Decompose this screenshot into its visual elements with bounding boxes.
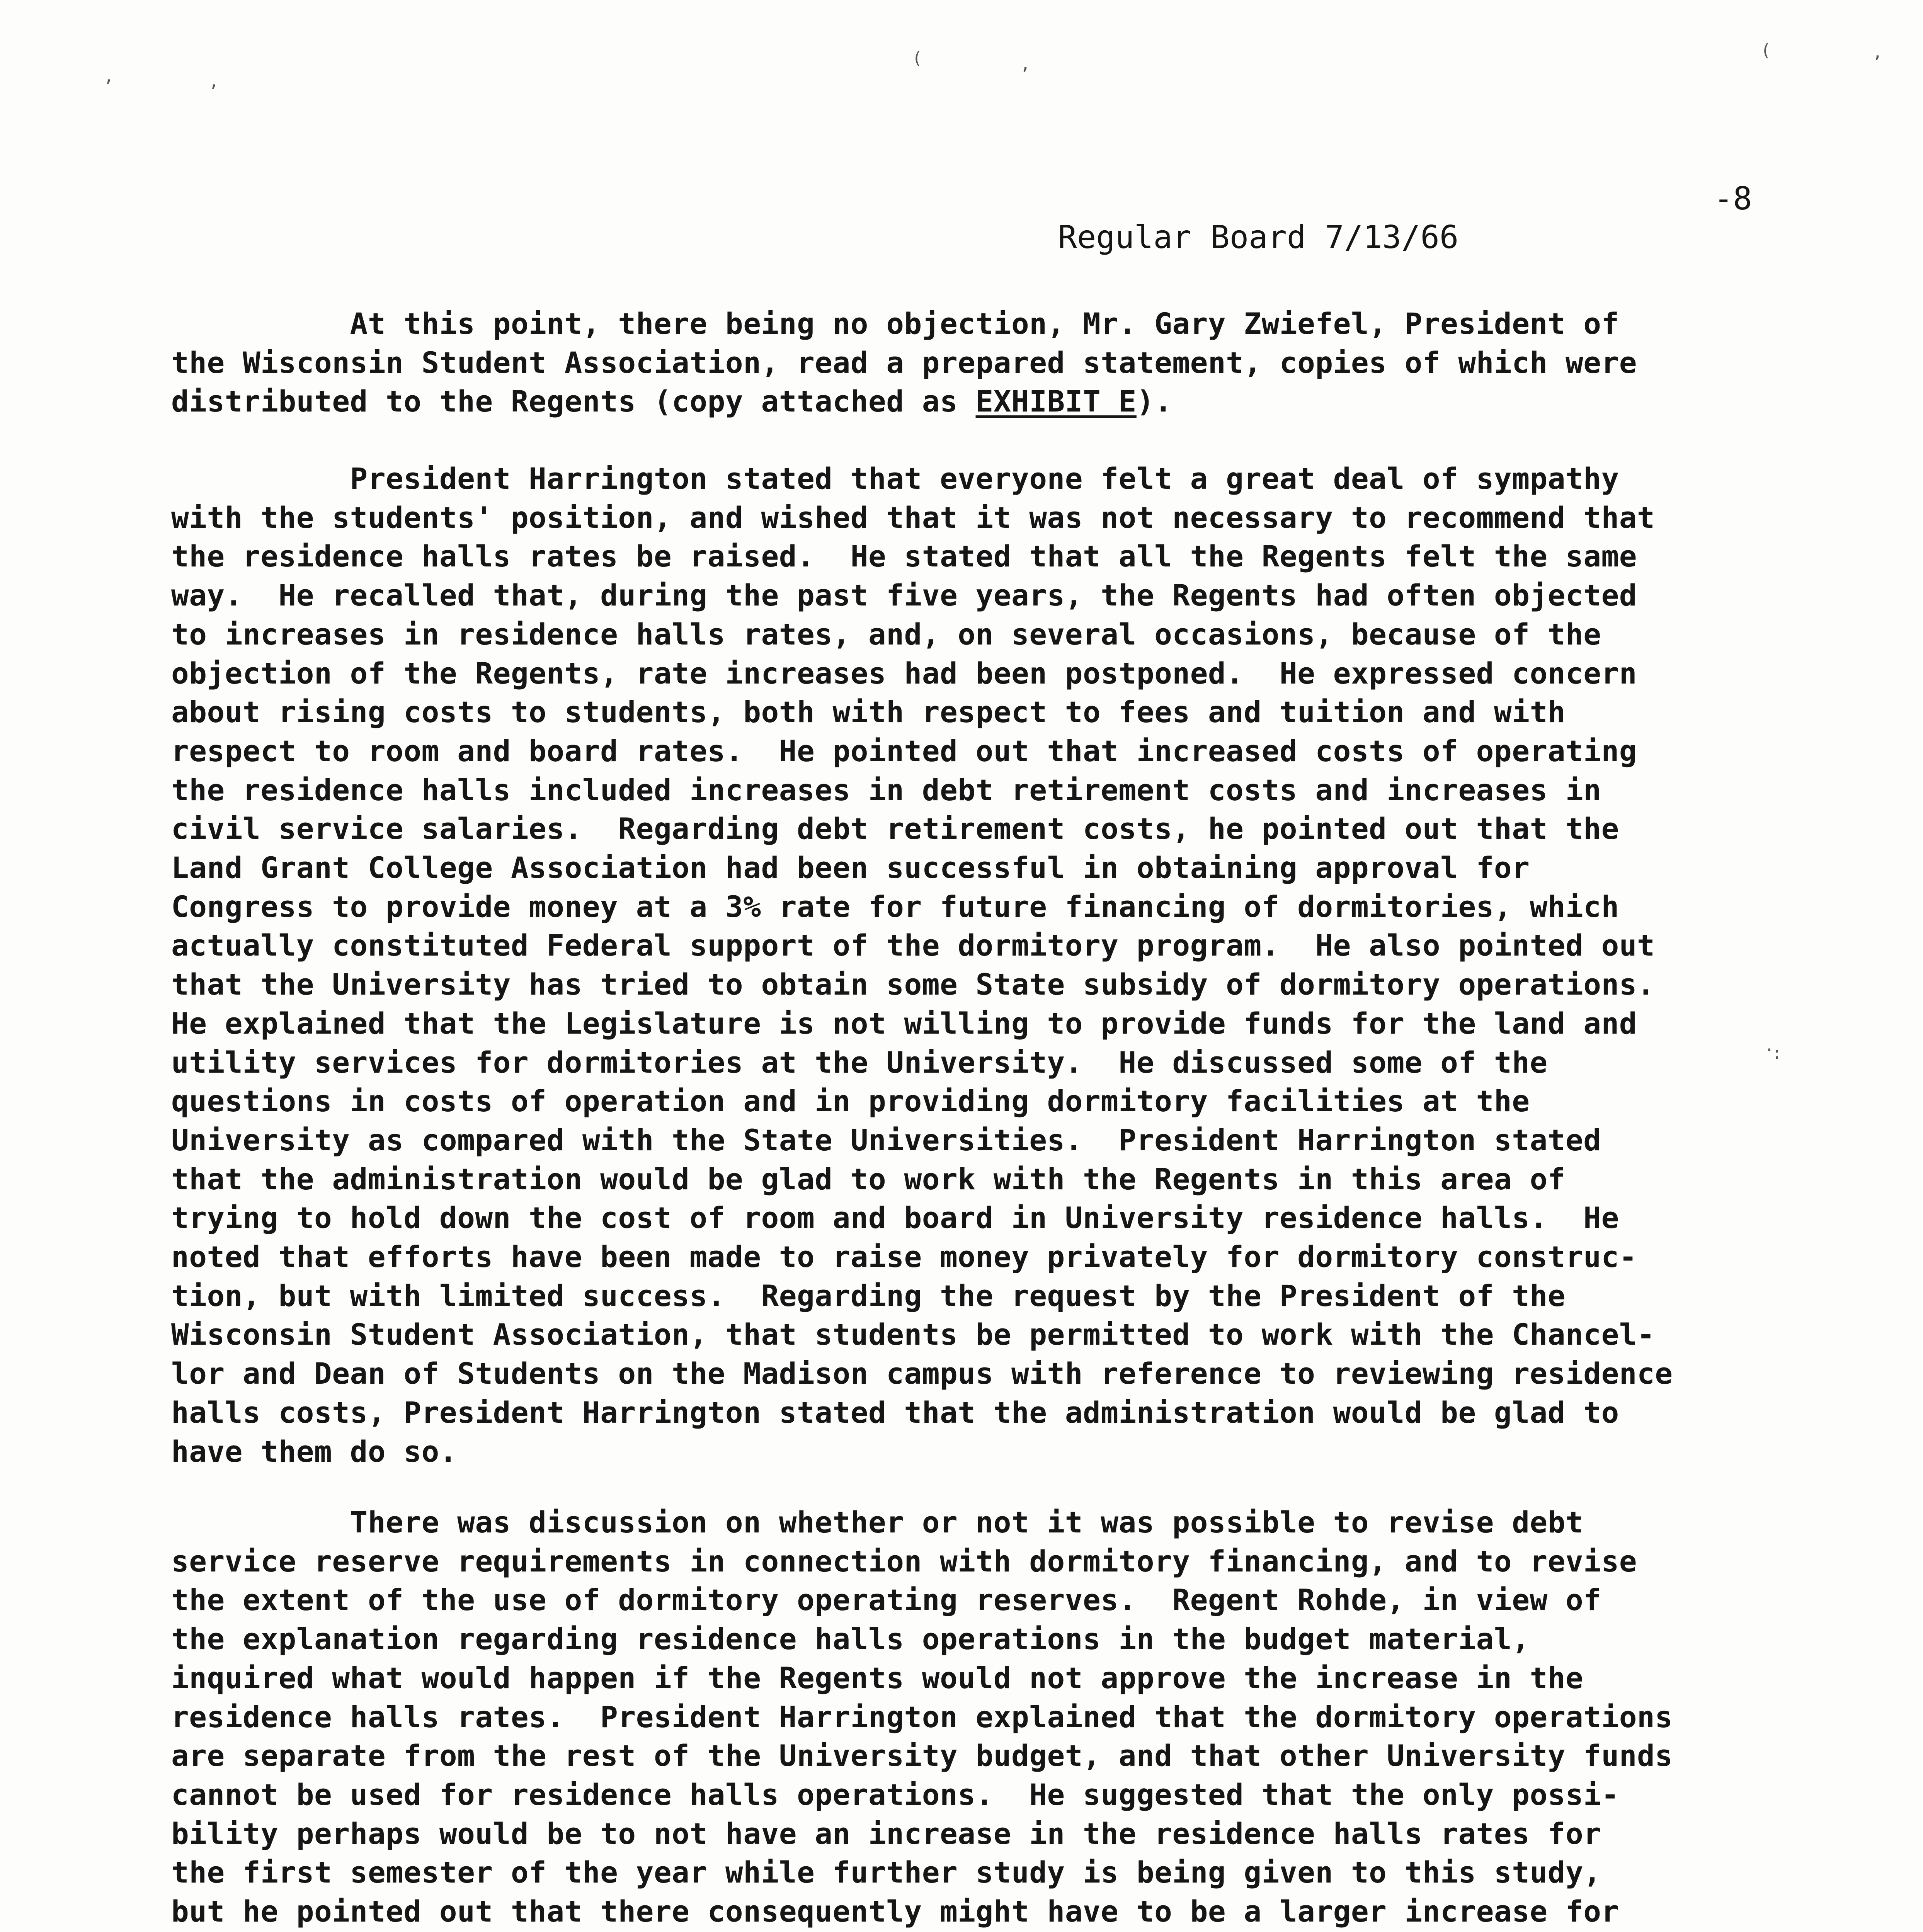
scan-speck: , — [1872, 43, 1883, 62]
paragraph-line: Congress to provide money at a 3% rate for future financing of dormitories, which — [171, 889, 1619, 924]
paragraph-line: utility services for dormitories at the University. He discussed some of the — [171, 1045, 1548, 1080]
paragraph-line: service reserve requirements in connection with dormitory financing, and to revise — [171, 1544, 1637, 1578]
paragraph-line: to increases in residence halls rates, and, on several occasions, because of the — [171, 617, 1601, 651]
scan-speck: : — [1772, 1043, 1782, 1063]
paragraph-line: Wisconsin Student Association, that students be permitted to work with the Chancel- — [171, 1317, 1655, 1352]
paragraph-line: questions in costs of operation and in providing dormitory facilities at the — [171, 1084, 1530, 1119]
paragraph-line: objection of the Regents, rate increases had been postponed. He expressed concern — [171, 656, 1637, 690]
paragraph-line: have them do so. — [171, 1434, 458, 1469]
paragraph-line: lor and Dean of Students on the Madison campus with reference to reviewing residence — [171, 1356, 1673, 1391]
paragraph-line: the residence halls rates be raised. He stated that all the Regents felt the same — [171, 539, 1637, 574]
paragraph-line: Land Grant College Association had been successful in obtaining approval for — [171, 850, 1530, 885]
header-page-ref: -8 — [1714, 180, 1752, 217]
paragraph-line: noted that efforts have been made to raise money privately for dormitory construc- — [171, 1240, 1637, 1274]
scan-speck: , — [1020, 54, 1031, 74]
paragraph-line: about rising costs to students, both with respect to fees and tuition and with — [171, 695, 1566, 730]
exhibit-reference: EXHIBIT E — [975, 384, 1137, 419]
paragraph-line: actually constituted Federal support of the dormitory program. He also pointed out — [171, 928, 1655, 963]
paragraph-line: the extent of the use of dormitory operating reserves. Regent Rohde, in view of — [171, 1583, 1601, 1617]
paragraph-line: way. He recalled that, during the past five years, the Regents had often objected — [171, 578, 1637, 613]
paragraph-line: that the administration would be glad to work with the Regents in this area of — [171, 1162, 1566, 1196]
scan-speck: . — [1764, 1036, 1775, 1055]
paragraph-line: the Wisconsin Student Association, read a prepared statement, copies of which were — [171, 345, 1637, 380]
paragraph-line: At this point, there being no objection, Mr. Gary Zwiefel, President of — [171, 306, 1619, 341]
paragraph-line: tion, but with limited success. Regarding the request by the President of the — [171, 1278, 1566, 1313]
paragraph-line: trying to hold down the cost of room and board in University residence halls. He — [171, 1201, 1619, 1235]
paragraph-line: are separate from the rest of the University budget, and that other University funds — [171, 1738, 1673, 1773]
paragraph-line: the first semester of the year while further study is being given to this study, — [171, 1855, 1601, 1890]
paragraph-line-prefix: distributed to the Regents (copy attached as — [171, 384, 976, 419]
paragraph-line-suffix: ). — [1136, 384, 1173, 419]
paragraph-line: with the students' position, and wished that it was not necessary to recommend that — [171, 500, 1655, 535]
paragraph-line: University as compared with the State Universities. President Harrington stated — [171, 1122, 1601, 1157]
paragraph-line: There was discussion on whether or not it was possible to revise debt — [171, 1505, 1584, 1539]
paragraph-line: halls costs, President Harrington stated that the administration would be glad to — [171, 1395, 1619, 1430]
paragraph-line: President Harrington stated that everyone felt a great deal of sympathy — [171, 461, 1619, 496]
paragraph-line: bility perhaps would be to not have an increase in the residence halls rates for — [171, 1816, 1601, 1851]
paragraph-line: respect to room and board rates. He pointed out that increased costs of operating — [171, 733, 1637, 768]
scan-speck: ( — [1761, 41, 1771, 60]
scan-speck: , — [209, 71, 219, 91]
scan-speck: , — [104, 66, 114, 86]
paragraph-1 — [171, 304, 1806, 421]
paragraph-line: the explanation regarding residence halls operations in the budget material, — [171, 1622, 1530, 1656]
paragraph-line: cannot be used for residence halls operations. He suggested that the only possi- — [171, 1777, 1619, 1812]
paragraph-line: He explained that the Legislature is not willing to provide funds for the land and — [171, 1006, 1637, 1041]
paragraph-3 — [171, 1503, 1806, 1932]
paragraph-line: inquired what would happen if the Regents would not approve the increase in the — [171, 1660, 1584, 1695]
paragraph-line: residence halls rates. President Harrington explained that the dormitory operations — [171, 1699, 1673, 1734]
scan-speck: ( — [912, 48, 922, 68]
header-title: Regular Board 7/13/66 — [1058, 219, 1459, 256]
paragraph-2 — [171, 459, 1806, 1471]
paragraph-line: civil service salaries. Regarding debt retirement costs, he pointed out that the — [171, 811, 1619, 846]
paragraph-line: the residence halls included increases in debt retirement costs and increases in — [171, 772, 1601, 807]
paragraph-line: but he pointed out that there consequently might have to be a larger increase for — [171, 1894, 1619, 1929]
paragraph-line: that the University has tried to obtain some State subsidy of dormitory operations. — [171, 967, 1655, 1002]
